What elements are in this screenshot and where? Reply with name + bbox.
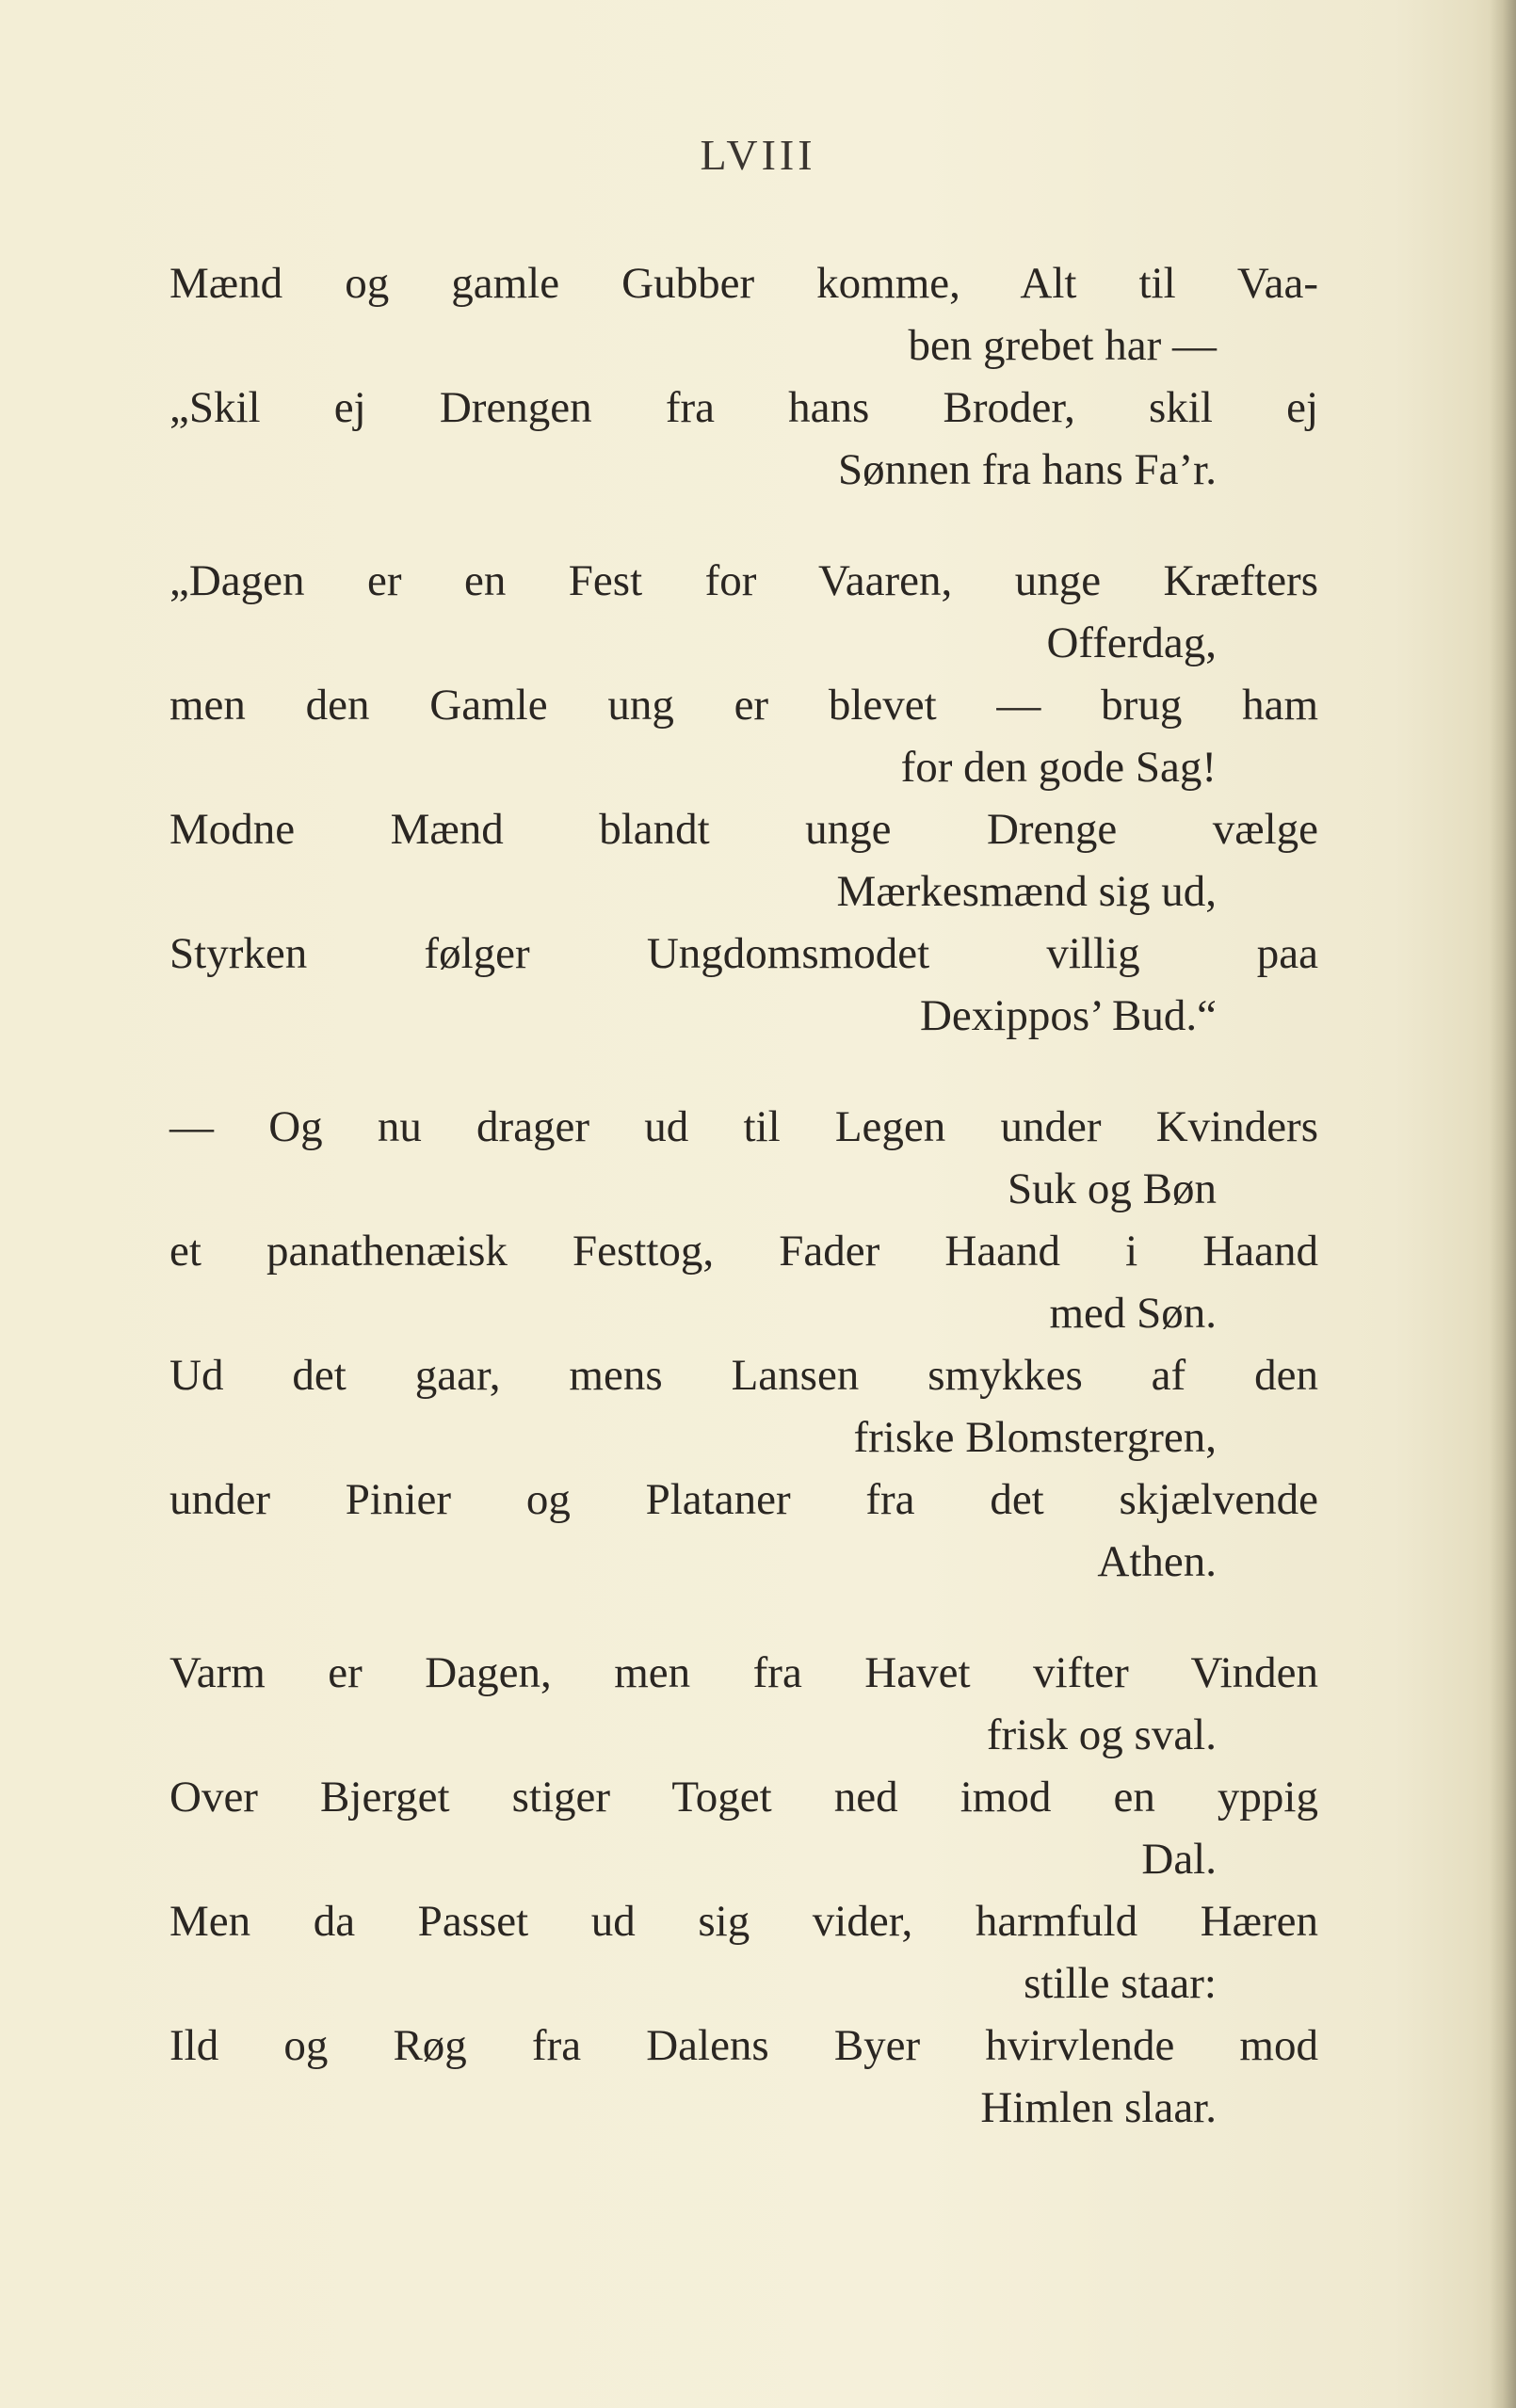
stanza <box>169 1096 1318 1593</box>
verse-line-continuation: Mærkesmænd sig ud, <box>836 867 1217 916</box>
verse-line-continuation: for den gode Sag! <box>900 743 1217 792</box>
verse-line-continuation: Offerdag, <box>1046 618 1217 667</box>
page-edge-shadow <box>1490 0 1516 2408</box>
verse-line: men den Gamle ung er blevet — brug ham <box>169 681 1318 730</box>
verse-line: Varm er Dagen, men fra Havet vifter Vinden <box>169 1648 1318 1697</box>
verse-line-continuation: stille staar: <box>1024 1959 1217 2008</box>
verse-line-continuation: med Søn. <box>1049 1289 1217 1338</box>
verse-line-continuation: Himlen slaar. <box>980 2083 1217 2132</box>
verse-line: Ild og Røg fra Dalens Byer hvirvlende mod <box>169 2021 1318 2070</box>
verse-line-continuation: ben grebet har — <box>908 321 1217 370</box>
page-number: LVIII <box>700 131 816 179</box>
verse-line-continuation: Suk og Bøn <box>1008 1164 1217 1213</box>
verse-line-continuation: friske Blomstergren, <box>853 1413 1217 1462</box>
verse-line: — Og nu drager ud til Legen under Kvinders <box>169 1102 1318 1151</box>
verse-line-continuation: frisk og sval. <box>986 1710 1217 1759</box>
verse-line: Styrken følger Ungdomsmodet villig paa <box>169 929 1318 978</box>
verse-line: under Pinier og Plataner fra det skjælvende <box>169 1475 1318 1524</box>
verse-line: Ud det gaar, mens Lansen smykkes af den <box>169 1351 1318 1400</box>
verse-line: „Dagen er en Fest for Vaaren, unge Kræfters <box>169 556 1318 605</box>
verse-line-continuation: Athen. <box>1097 1537 1217 1586</box>
verse-line: Over Bjerget stiger Toget ned imod en yppig <box>169 1773 1318 1822</box>
poem-body <box>169 252 1318 2188</box>
verse-line-continuation: Sønnen fra hans Fa’r. <box>837 445 1217 494</box>
stanza <box>169 550 1318 1047</box>
verse-line: Modne Mænd blandt unge Drenge vælge <box>169 805 1318 854</box>
stanza <box>169 1642 1318 2139</box>
stanza <box>169 252 1318 501</box>
verse-line-continuation: Dexippos’ Bud.“ <box>919 991 1217 1040</box>
verse-line: „Skil ej Drengen fra hans Broder, skil ej <box>169 383 1318 432</box>
verse-line: Men da Passet ud sig vider, harmfuld Hæren <box>169 1897 1318 1946</box>
verse-line-continuation: Dal. <box>1141 1835 1217 1884</box>
verse-line: et panathenæisk Festtog, Fader Haand i Haand <box>169 1227 1318 1276</box>
verse-line: Mænd og gamle Gubber komme, Alt til Vaa- <box>169 259 1318 308</box>
